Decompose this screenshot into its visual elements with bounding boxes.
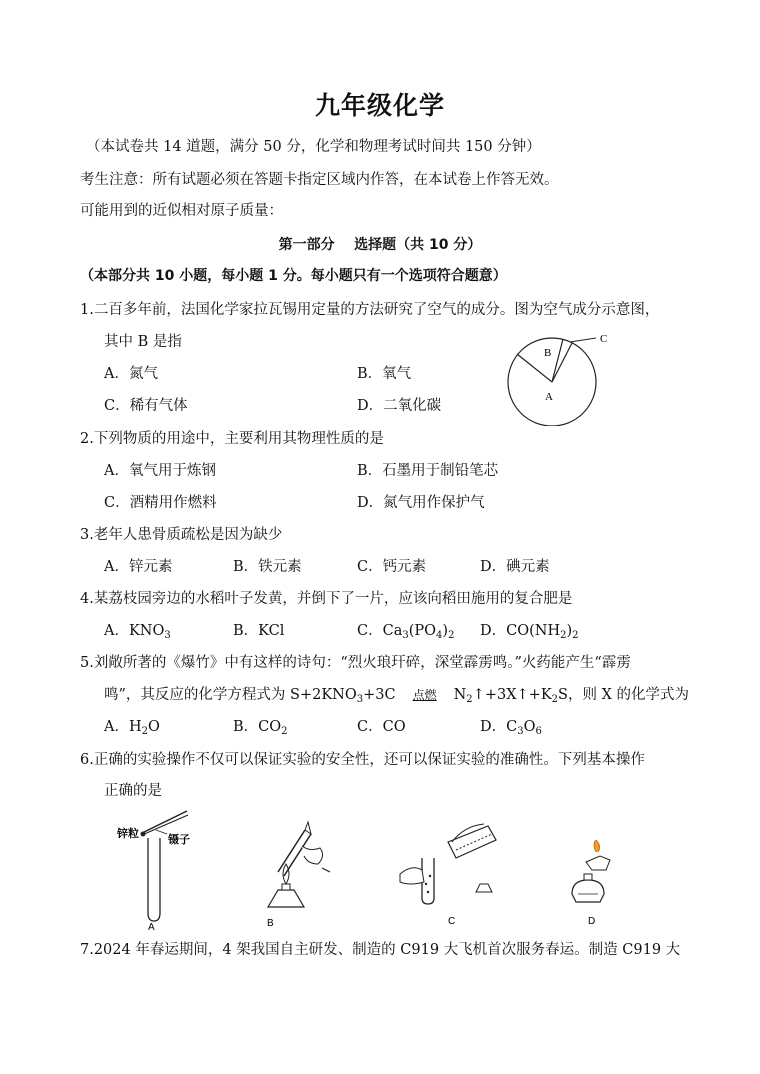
q2-stem: 2.下列物质的用途中，主要利用其物理性质的是	[80, 431, 384, 447]
pie-label-b: B	[544, 347, 552, 359]
pie-label-a: A	[545, 391, 553, 403]
figure-b-heating	[250, 812, 340, 932]
q6-stem-line2: 正确的是	[104, 783, 162, 799]
label-zinc: 锌粒	[117, 827, 139, 840]
q1-option-d: D．二氧化碳	[357, 398, 442, 414]
q1-stem-line1: 1.二百多年前，法国化学家拉瓦锡用定量的方法研究了空气的成分。图为空气成分示意图，	[80, 302, 660, 318]
q2-option-c: C．酒精用作燃料	[104, 495, 217, 511]
figure-c-pouring	[392, 820, 502, 932]
notice-text: 考生注意：所有试题必须在答题卡指定区域内作答，在本试卷上作答无效。	[80, 172, 559, 188]
q3-option-c: C．钙元素	[357, 559, 427, 575]
section-instruction: （本部分共 10 小题，每小题 1 分。每小题只有一个选项符合题意）	[80, 268, 507, 284]
q5-stem-line1: 5.刘敞所著的《爆竹》中有这样的诗句：“烈火琅玕碎，深堂霹雳鸣。”火药能产生“霹雳	[80, 655, 631, 671]
label-tweezers: 镊子	[168, 833, 190, 846]
caption-c: C	[448, 916, 456, 927]
q4-option-d: D．$CO(NH_2)_2$	[480, 623, 579, 641]
q2-option-b: B．石墨用于制铅笔芯	[357, 463, 499, 479]
page-title: 九年级化学	[314, 91, 445, 120]
caption-a: A	[148, 922, 155, 933]
q3-option-a: A．锌元素	[104, 559, 173, 575]
q5-stem-line2: 鸣”，其反应的化学方程式为 $S+2KNO_3+3C$ 点燃 $N_2↑+3X↑+K_2S$，则 X 的化学式为	[104, 687, 690, 705]
q4-option-c: C．$Ca_3(PO_4)_2$	[357, 623, 455, 641]
caption-d: D	[588, 916, 596, 927]
q1-option-c: C．稀有气体	[104, 398, 188, 414]
section-title: 第一部分 选择题（共 10 分）	[278, 237, 482, 253]
q3-stem: 3.老年人患骨质疏松是因为缺少	[80, 527, 283, 543]
atomic-mass-text: 可能用到的近似相对原子质量：	[80, 203, 283, 219]
air-composition-pie	[500, 326, 620, 426]
q1-option-b: B．氧气	[357, 366, 412, 382]
q3-option-d: D．碘元素	[480, 559, 550, 575]
reaction-condition: 点燃	[412, 688, 437, 702]
q7-stem-line1: 7.2024 年春运期间，4 架我国自主研发、制造的 C919 大飞机首次服务春运。制造 C919 大	[80, 942, 681, 958]
q6-stem-line1: 6.正确的实验操作不仅可以保证实验的安全性，还可以保证实验的准确性。下列基本操作	[80, 752, 645, 768]
figure-a-test-tube	[112, 808, 212, 933]
q4-option-a: A．$KNO_3$	[104, 623, 171, 641]
q1-option-a: A．氮气	[104, 366, 158, 382]
q5-option-d: D．$C_3O_6$	[480, 719, 542, 737]
q2-option-d: D．氮气用作保护气	[357, 495, 485, 511]
exam-note: （本试卷共 14 道题，满分 50 分，化学和物理考试时间共 150 分钟）	[86, 139, 541, 155]
q3-option-b: B．铁元素	[233, 559, 302, 575]
pie-label-c: C	[600, 333, 608, 345]
q5-option-c: C．CO	[357, 719, 406, 735]
q1-stem-line2: 其中 B 是指	[104, 334, 182, 350]
q5-option-a: A．$H_2O$	[104, 719, 160, 737]
q2-option-a: A．氧气用于炼钢	[104, 463, 216, 479]
caption-b: B	[267, 918, 274, 929]
figure-d-alcohol-lamps	[566, 840, 636, 932]
q4-stem: 4.某荔枝园旁边的水稻叶子发黄，并倒下了一片，应该向稻田施用的复合肥是	[80, 591, 573, 607]
q4-option-b: B．KCl	[233, 623, 285, 639]
q5-option-b: B．$CO_2$	[233, 719, 288, 737]
